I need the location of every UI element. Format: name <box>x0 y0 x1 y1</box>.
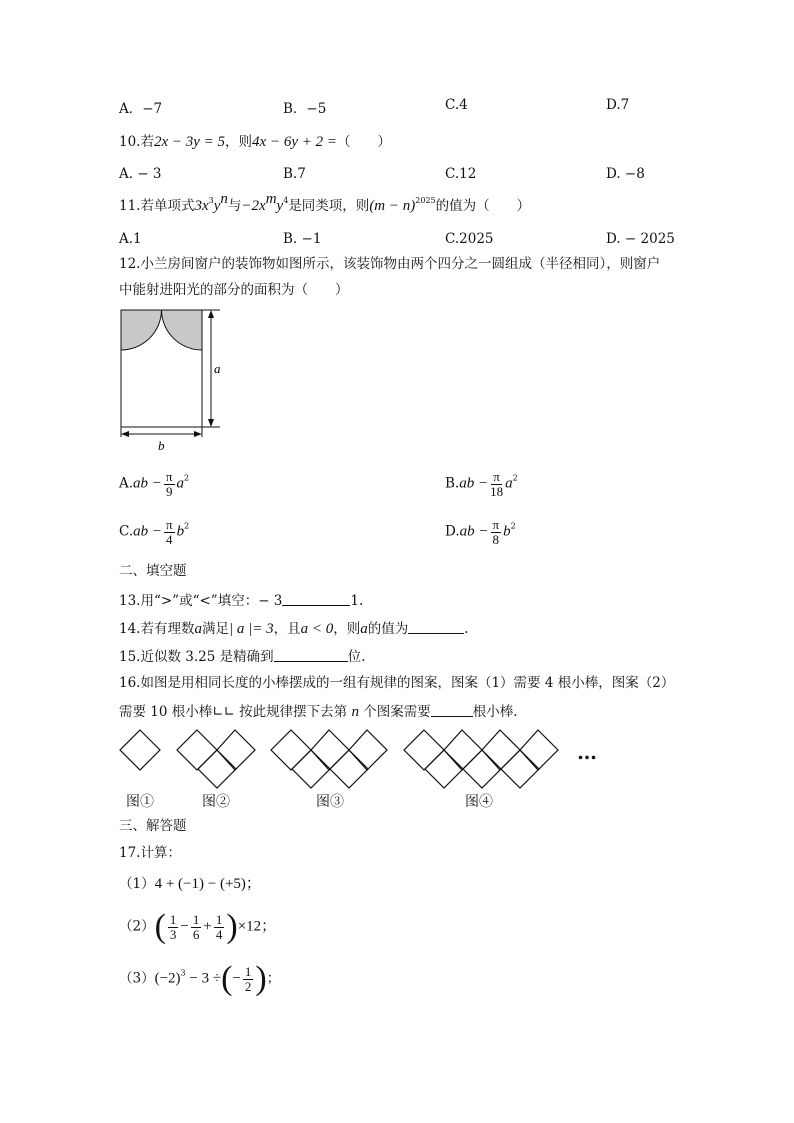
caption-figure-4: 图④ <box>465 794 493 810</box>
section-fill-in: 二、填空题 <box>119 563 187 579</box>
caption-figure-3: 图③ <box>316 794 344 810</box>
q15: 15.近似数 3.25 是精确到 位. <box>119 649 366 665</box>
q16-line2: 需要 10 根小棒∟∟ 按此规律摆下去第 n 个图案需要 根小棒. <box>119 704 518 720</box>
label-a: a <box>214 361 221 376</box>
q10-stem: 10.若2x − 3y = 5，则4x − 6y + 2 =（ ） <box>119 134 391 150</box>
q12-option-b: B.ab − $\frac{\pi}{18}$ $a^2$ <box>445 469 518 499</box>
q17-part1: （1）4 + (−1) − (+5)； <box>119 876 261 892</box>
q16-line1: 16.如图是用相同长度的小棒摆成的一组有规律的图案，图案（1）需要 4 根小棒，图案（2） <box>119 675 675 691</box>
q11-option-b: B. −1 <box>283 231 322 247</box>
q10-option-b: B.7 <box>283 166 306 182</box>
q9-option-b: B．−5 <box>283 101 327 117</box>
q15-answer-blank[interactable] <box>274 649 348 662</box>
q14: 14.若有理数a满足| a |= 3，且a < 0，则a的值为 . <box>119 621 469 637</box>
q13: 13.用“>”或“<”填空：− 3 1. <box>119 593 364 609</box>
q11-option-c: C.2025 <box>445 231 494 247</box>
q17-part2: （2）( $\frac{1}{3}$ − $\frac{1}{6}$ + $\frac{1}{4}$ )×12； <box>119 908 277 945</box>
pattern-figure-3 <box>270 729 390 791</box>
pattern-ellipsis: … <box>577 740 598 764</box>
q17-title: 17.计算： <box>119 845 181 861</box>
q9-option-c: C.4 <box>445 97 468 113</box>
q9-option-a: A．−7 <box>119 101 163 117</box>
caption-figure-2: 图② <box>202 794 230 810</box>
pattern-figure-4 <box>403 729 561 791</box>
q11-stem: 11.若单项式$3x^3y^n$与$-2x^my^4$是同类项，则$(m - n)^{2025}$的值为（ ） <box>119 191 531 214</box>
q12-option-d: D.ab − $\frac{\pi}{8}$ $b^2$ <box>445 517 516 547</box>
q10-option-c: C.12 <box>445 166 477 182</box>
q12-stem-line2: 中能射进阳光的部分的面积为（ ） <box>119 282 349 298</box>
q11-option-d: D. − 2025 <box>606 231 675 247</box>
caption-figure-1: 图① <box>126 794 154 810</box>
q10-option-a: A. − 3 <box>119 166 162 182</box>
q14-answer-blank[interactable] <box>408 621 464 634</box>
window-figure <box>112 305 224 453</box>
q11-option-a: A.1 <box>119 231 142 247</box>
q17-part3: $(3)(-2)^3 - 3$ ÷(− $\frac{1}{2}$ )； <box>119 960 281 997</box>
q12-option-c: C.ab − $\frac{\pi}{4}$ $b^2$ <box>119 517 190 547</box>
q16-answer-blank[interactable] <box>431 704 473 717</box>
pattern-figure-1 <box>119 729 163 773</box>
q9-option-d: D.7 <box>606 97 630 113</box>
q12-option-a: A.ab − $\frac{\pi}{9}$ $a^2$ <box>119 469 190 499</box>
q10-option-d: D. −8 <box>606 166 645 182</box>
pattern-figure-2 <box>176 729 258 791</box>
section-solve: 三、解答题 <box>119 818 187 834</box>
label-b: b <box>158 438 165 453</box>
q12-stem-line1: 12.小兰房间窗户的装饰物如图所示，该装饰物由两个四分之一圆组成（半径相同），则窗户 <box>119 256 661 272</box>
q13-answer-blank[interactable] <box>282 593 350 606</box>
